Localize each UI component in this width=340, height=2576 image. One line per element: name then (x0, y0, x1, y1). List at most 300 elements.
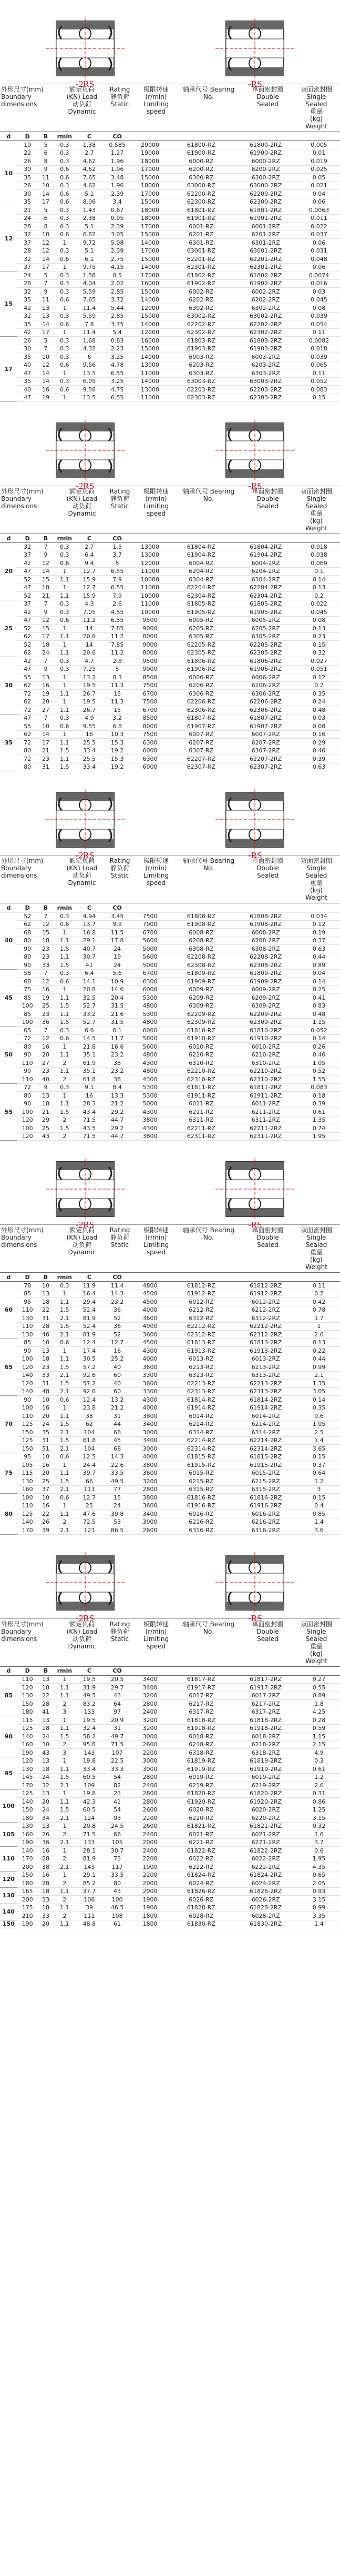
table-cell: 20.8 (75, 985, 103, 994)
bore-diameter: 70 (0, 1396, 17, 1453)
weight-label: 双面密封圈 Single Sealed 重量 (kg) Weight (300, 86, 332, 130)
table-cell: 17.4 (75, 1347, 103, 1355)
table-cell: 41 (104, 1798, 131, 1806)
table-cell: 1.5 (54, 1477, 75, 1486)
table-cell: 11.2 (104, 632, 131, 641)
code-2rs: -2RS (76, 1219, 95, 1230)
table-cell: 6022-2RZ (233, 1855, 298, 1863)
table-cell: 5 (104, 665, 131, 673)
table-row (0, 1863, 340, 1871)
table-cell: 0.6 (298, 1412, 340, 1421)
table-cell: 71.5 (104, 1740, 131, 1749)
table-row (0, 1108, 340, 1116)
table-cell: 62308-2RZ (233, 961, 298, 970)
table-cell: 95 (17, 1298, 38, 1306)
table-cell: 25.5 (75, 755, 103, 763)
table-cell: 62202-2RZ (233, 320, 298, 329)
table-cell: 19.8 (75, 1757, 103, 1765)
table-cell: 61913-2RZ (233, 1347, 298, 1355)
table-cell: 62309-2RZ (233, 1018, 298, 1027)
table-cell: 6013-RZ (169, 1355, 233, 1363)
table-cell: 1.5 (54, 1733, 75, 1741)
table-cell: 2.1 (54, 1445, 75, 1453)
table-cell: 14000 (131, 353, 169, 361)
table-cell: 0.3 (54, 912, 75, 921)
table-cell: 4000 (131, 1322, 169, 1331)
table-cell: 6024-2RZ (233, 1879, 298, 1888)
table-cell: 5.1 (75, 190, 103, 198)
table-cell: 143 (75, 1749, 103, 1757)
table-cell: 1 (54, 929, 75, 937)
table-cell: 0.32 (298, 649, 340, 657)
table-cell: 150 (17, 1445, 38, 1453)
table-cell: 37 (17, 263, 38, 271)
table-cell: 12 (38, 616, 54, 625)
table-cell: 6304-2RZ (233, 576, 298, 584)
table-cell: 61904-RZ (169, 551, 233, 559)
table-row (0, 149, 340, 157)
table-cell: 47 (17, 583, 38, 592)
table-cell: 6309-RZ (169, 1002, 233, 1010)
table-cell: 39.7 (75, 1469, 103, 1477)
table-cell: 6220-RZ (169, 1814, 233, 1823)
table-row (0, 608, 340, 617)
table-cell: 20.8 (75, 1822, 103, 1830)
table-cell: 6 (38, 214, 54, 223)
table-cell: 61826-2RZ (233, 1887, 298, 1896)
table-cell: 12.5 (75, 1453, 103, 1461)
table-cell: 6021-RZ (169, 1830, 233, 1839)
table-cell: 24 (38, 649, 54, 657)
table-row (0, 665, 340, 673)
table-cell: 2.05 (298, 1879, 340, 1888)
table-row (0, 1740, 340, 1749)
table-cell: 9.9 (104, 920, 131, 929)
table-row (0, 182, 340, 190)
table-cell: 2200 (131, 1814, 169, 1823)
table-cell: 0.41 (298, 994, 340, 1002)
table-cell: 14 (38, 567, 54, 576)
bore-diameter: 95 (0, 1757, 17, 1789)
table-cell: 6004-2RZ (233, 559, 298, 568)
table-cell: 1.1 (54, 1692, 75, 1700)
table-cell: 62306-RZ (169, 706, 233, 715)
table-cell: 110 (17, 1059, 38, 1068)
table-cell: 77 (104, 1485, 131, 1494)
table-cell: 60 (104, 1387, 131, 1396)
table-cell: 18 (38, 1904, 54, 1912)
table-cell: 20 (38, 1051, 54, 1059)
table-cell: 160 (17, 1830, 38, 1839)
table-cell: 165 (17, 1887, 38, 1896)
table-cell: 18 (38, 1765, 54, 1774)
table-cell: 4.3 (75, 600, 103, 608)
table-row (0, 1855, 340, 1863)
table-cell: 62 (17, 730, 38, 739)
table-cell: 13 (38, 1716, 54, 1725)
bearing-no-label: 轴承代号 Bearing No. (182, 488, 235, 502)
table-row (0, 1526, 340, 1535)
table-cell: 6016-2RZ (233, 1510, 298, 1518)
table-cell: 1 (54, 239, 75, 247)
table-cell: 62 (17, 920, 38, 929)
table-row (0, 345, 340, 353)
table-cell: 62210-RZ (169, 1067, 233, 1075)
table-cell: 1.5 (54, 1420, 75, 1428)
table-cell: 2 (54, 1059, 75, 1068)
table-cell: 61802-2RZ (233, 271, 298, 280)
bearing-section (0, 1547, 340, 1929)
table-cell: 61909-RZ (169, 978, 233, 986)
table-cell: 6.55 (104, 616, 131, 625)
table-cell: 61909-2RZ (233, 978, 298, 986)
table-cell: 62304-RZ (169, 592, 233, 600)
table-cell: 3000 (131, 1765, 169, 1774)
table-cell: 21 (17, 206, 38, 215)
column-header (169, 1273, 233, 1282)
table-cell: 1.96 (104, 182, 131, 190)
table-cell: 60.5 (75, 1773, 103, 1782)
table-cell: 13 (38, 1675, 54, 1684)
table-cell: 6300 (131, 755, 169, 763)
table-cell: 0.06 (298, 198, 340, 206)
table-cell: 6.1 (104, 1027, 131, 1035)
table-cell: 16.4 (75, 1290, 103, 1298)
table-cell: 3600 (131, 1380, 169, 1388)
code-rs: -RS (248, 1613, 262, 1623)
table-cell: 1 (54, 567, 75, 576)
table-cell: 14.6 (104, 985, 131, 994)
table-cell: 12.7 (75, 567, 103, 576)
table-row (0, 247, 340, 255)
table-cell: 125 (17, 1789, 38, 1798)
table-cell: 6201-RZ (169, 230, 233, 239)
table-cell: 7 (38, 279, 54, 288)
table-cell: 61804-2RZ (233, 543, 298, 551)
table-cell: 43 (38, 1749, 54, 1757)
table-cell: 13.5 (75, 369, 103, 378)
code-rs: -RS (248, 78, 262, 89)
column-header (233, 534, 298, 543)
table-cell: 2.1 (54, 1526, 75, 1535)
table-cell: 61820-2RZ (233, 1789, 298, 1798)
table-cell: 2.6 (298, 1782, 340, 1790)
table-row (0, 1331, 340, 1339)
table-cell: 11.9 (75, 1282, 103, 1290)
bearing-diagrams (0, 13, 340, 89)
table-cell: 62305-2RZ (233, 649, 298, 657)
table-cell: 0.05 (298, 174, 340, 182)
table-cell: 5 (38, 337, 54, 345)
table-cell: 38 (38, 1863, 54, 1871)
table-cell: 72.5 (75, 1518, 103, 1526)
table-cell: 4.94 (75, 912, 103, 921)
table-cell: 6.55 (104, 583, 131, 592)
table-cell: 6314-2RZ (233, 1428, 298, 1437)
bore-diameter: 50 (0, 1027, 17, 1084)
table-cell: 19.5 (75, 1675, 103, 1684)
table-cell: 53 (104, 1518, 131, 1526)
table-row (0, 1322, 340, 1331)
table-cell: 61 (104, 1920, 131, 1928)
table-cell: 40 (17, 361, 38, 369)
table-cell: 0.3 (54, 271, 75, 280)
table-cell: 130 (17, 1331, 38, 1339)
table-cell: 68 (104, 1445, 131, 1453)
table-cell: 0.6 (54, 1339, 75, 1347)
table-cell: 2600 (131, 1822, 169, 1830)
table-row (0, 1067, 340, 1075)
table-cell: 6203-RZ (169, 361, 233, 369)
table-cell: 31 (38, 1380, 54, 1388)
table-cell: 61824-RZ (169, 1871, 233, 1879)
table-cell: 0.18 (298, 1092, 340, 1100)
table-cell: 200 (17, 1863, 38, 1871)
table-cell: 0.04 (298, 190, 340, 198)
table-cell: 72 (17, 1083, 38, 1092)
table-cell: 43 (104, 1887, 131, 1896)
table-row (0, 559, 340, 568)
table-cell: 4.32 (75, 345, 103, 353)
column-header: CO (104, 1273, 131, 1282)
table-cell: 0.022 (298, 223, 340, 231)
table-cell: 1.8 (298, 1700, 340, 1708)
column-header: d (0, 1273, 17, 1282)
table-cell: 30 (17, 190, 38, 198)
table-cell: 0.13 (298, 625, 340, 633)
table-cell: 21 (38, 747, 54, 755)
table-cell: 43.5 (75, 1124, 103, 1133)
table-cell: 6007-RZ (169, 730, 233, 739)
table-cell: 19.2 (104, 763, 131, 771)
table-cell: 72 (17, 739, 38, 747)
table-cell: 61911-RZ (169, 1092, 233, 1100)
table-cell: 97 (104, 1708, 131, 1716)
table-cell: 62213-RZ (169, 1380, 233, 1388)
boundary-label: 外形尺寸(mm) Boundary dimensions (1, 857, 44, 879)
table-cell: 1.5 (104, 543, 131, 551)
table-cell: 46.5 (104, 1904, 131, 1912)
table-cell: 61801-RZ (169, 206, 233, 215)
table-cell: 12 (38, 239, 54, 247)
column-header (298, 534, 340, 543)
table-cell: 1.5 (54, 1322, 75, 1331)
table-cell: 0.06 (298, 239, 340, 247)
table-cell: 0.6 (54, 198, 75, 206)
table-cell: 8.3 (104, 673, 131, 682)
table-cell: 62311-RZ (169, 1132, 233, 1141)
table-cell: 0.038 (298, 551, 340, 559)
table-cell: 68 (17, 929, 38, 937)
table-cell: 62310-RZ (169, 1075, 233, 1084)
table-cell: 2.39 (104, 247, 131, 255)
bearing-diagrams (0, 784, 340, 860)
table-cell: 2400 (131, 1782, 169, 1790)
table-cell: 6008-RZ (169, 929, 233, 937)
table-row (0, 1518, 340, 1526)
table-cell: 107 (104, 1749, 131, 1757)
table-cell: 6200-2RZ (233, 165, 298, 174)
table-cell: 2600 (131, 1526, 169, 1535)
table-cell: 0.3 (54, 214, 75, 223)
bearing-table (0, 903, 340, 1141)
table-cell: 7 (38, 345, 54, 353)
table-cell: 0.6 (54, 920, 75, 929)
table-cell: 3300 (131, 1371, 169, 1380)
table-cell: 13.2 (75, 673, 103, 682)
table-cell: 0.005 (298, 141, 340, 149)
table-cell: 6 (75, 353, 103, 361)
table-cell: 6215-RZ (169, 1477, 233, 1486)
table-cell: 40 (104, 1380, 131, 1388)
table-cell: 33.4 (75, 763, 103, 771)
table-cell: 14 (38, 369, 54, 378)
table-cell: 0.3 (298, 1757, 340, 1765)
table-cell: 22.5 (104, 1757, 131, 1765)
table-cell: 0.16 (298, 730, 340, 739)
table-cell: 51 (38, 1445, 54, 1453)
table-cell: 37 (38, 1485, 54, 1494)
table-cell: 62313-2RZ (233, 1387, 298, 1396)
table-cell: 61908-2RZ (233, 920, 298, 929)
table-cell: 18 (38, 1684, 54, 1692)
table-cell: 11.2 (75, 616, 103, 625)
double-seal-bearing-diagram (40, 788, 130, 860)
table-cell: 62313-RZ (169, 1387, 233, 1396)
bore-diameter: 15 (0, 271, 17, 337)
table-cell: 100 (17, 1002, 38, 1010)
table-cell: 9000 (131, 665, 169, 673)
table-cell: 7 (38, 600, 54, 608)
table-cell: 62312-RZ (169, 1331, 233, 1339)
table-cell: 0.585 (104, 141, 131, 149)
table-cell: 61914-2RZ (233, 1404, 298, 1412)
table-cell: 32 (17, 288, 38, 296)
table-cell: 1.27 (104, 149, 131, 157)
table-cell: 14000 (131, 239, 169, 247)
table-cell: 11.4 (75, 304, 103, 313)
table-cell: 25 (38, 1124, 54, 1133)
table-cell: 1.1 (54, 755, 75, 763)
table-cell: 18 (38, 1724, 54, 1733)
table-cell: 0.37 (298, 1461, 340, 1470)
table-cell: 3.7 (104, 551, 131, 559)
table-cell: 108 (104, 1912, 131, 1920)
table-cell: 20 (38, 1469, 54, 1477)
table-cell: 14 (75, 641, 103, 649)
table-cell: 0.31 (298, 1789, 340, 1798)
table-row (0, 1059, 340, 1068)
table-cell: 27 (38, 1059, 54, 1068)
table-cell: 9.1 (75, 1083, 103, 1092)
table-cell: 9 (38, 288, 54, 296)
table-cell: 2200 (131, 1871, 169, 1879)
table-cell: 0.04 (298, 969, 340, 978)
table-row (0, 937, 340, 945)
table-cell: 5.4 (104, 328, 131, 337)
table-cell: 6211-RZ (169, 1108, 233, 1116)
table-cell: 61915-2RZ (233, 1461, 298, 1470)
table-cell: 61818-RZ (169, 1716, 233, 1725)
table-cell: 63000-RZ (169, 182, 233, 190)
table-cell: 20.9 (104, 1716, 131, 1725)
code-2rs: -2RS (76, 480, 95, 491)
table-row (0, 929, 340, 937)
table-cell: 4.75 (104, 386, 131, 394)
table-cell: 0.15 (298, 641, 340, 649)
table-cell: 3.72 (104, 296, 131, 304)
table-cell: 6019-RZ (169, 1773, 233, 1782)
table-cell: 1900 (131, 1904, 169, 1912)
bearing-section (0, 784, 340, 1141)
table-cell: 6220-2RZ (233, 1814, 298, 1823)
table-row (0, 1757, 340, 1765)
table-cell: 10.3 (104, 730, 131, 739)
table-cell: 0.13 (298, 1339, 340, 1347)
table-cell: 11.5 (104, 929, 131, 937)
table-cell: 2 (54, 1116, 75, 1124)
table-cell: 3300 (131, 1387, 169, 1396)
table-cell: 7500 (131, 681, 169, 690)
table-cell: 2 (54, 1132, 75, 1141)
table-row (0, 1904, 340, 1912)
table-cell: 6219-RZ (169, 1782, 233, 1790)
bearing-section (0, 415, 340, 771)
table-cell: 6020-2RZ (233, 1806, 298, 1814)
table-cell: 54 (104, 1806, 131, 1814)
table-cell: 52 (17, 592, 38, 600)
table-cell: 28 (17, 247, 38, 255)
table-cell: 68 (104, 1428, 131, 1437)
bore-diameter: 65 (0, 1339, 17, 1396)
table-cell: 3 (54, 1749, 75, 1757)
table-cell: 6208-RZ (169, 937, 233, 945)
table-cell: 6028-RZ (169, 1912, 233, 1920)
table-cell: 61903-2RZ (233, 345, 298, 353)
table-cell: 83.2 (75, 1700, 103, 1708)
table-cell: 2.1 (54, 1863, 75, 1871)
table-cell: 9 (38, 165, 54, 174)
table-cell: 1800 (131, 1920, 169, 1928)
table-cell: 0.93 (298, 1887, 340, 1896)
table-cell: 61918-RZ (169, 1724, 233, 1733)
table-cell: 0.89 (298, 961, 340, 970)
table-cell: 61.8 (75, 1075, 103, 1084)
table-cell: 0.95 (104, 214, 131, 223)
table-cell: 61821-RZ (169, 1822, 233, 1830)
table-cell: 20.6 (75, 632, 103, 641)
table-row (0, 1724, 340, 1733)
table-cell: 1.5 (54, 1306, 75, 1314)
table-cell: 3400 (131, 1436, 169, 1445)
table-cell: 2 (54, 1518, 75, 1526)
column-header: CO (104, 903, 131, 912)
table-cell: 90 (17, 961, 38, 970)
bore-diameter: 35 (0, 714, 17, 771)
table-cell: 11 (38, 296, 54, 304)
table-row (0, 1510, 340, 1518)
table-cell: 0.025 (298, 165, 340, 174)
table-cell: 6017-RZ (169, 1692, 233, 1700)
table-cell: 5800 (131, 1034, 169, 1043)
table-row (0, 361, 340, 369)
table-cell: 6213-2RZ (233, 1363, 298, 1372)
table-cell: 1.1 (54, 1010, 75, 1019)
table-cell: 4.78 (104, 361, 131, 369)
table-cell: 6011-RZ (169, 1100, 233, 1108)
bore-diameter: 55 (0, 1083, 17, 1141)
table-cell: 10 (38, 353, 54, 361)
